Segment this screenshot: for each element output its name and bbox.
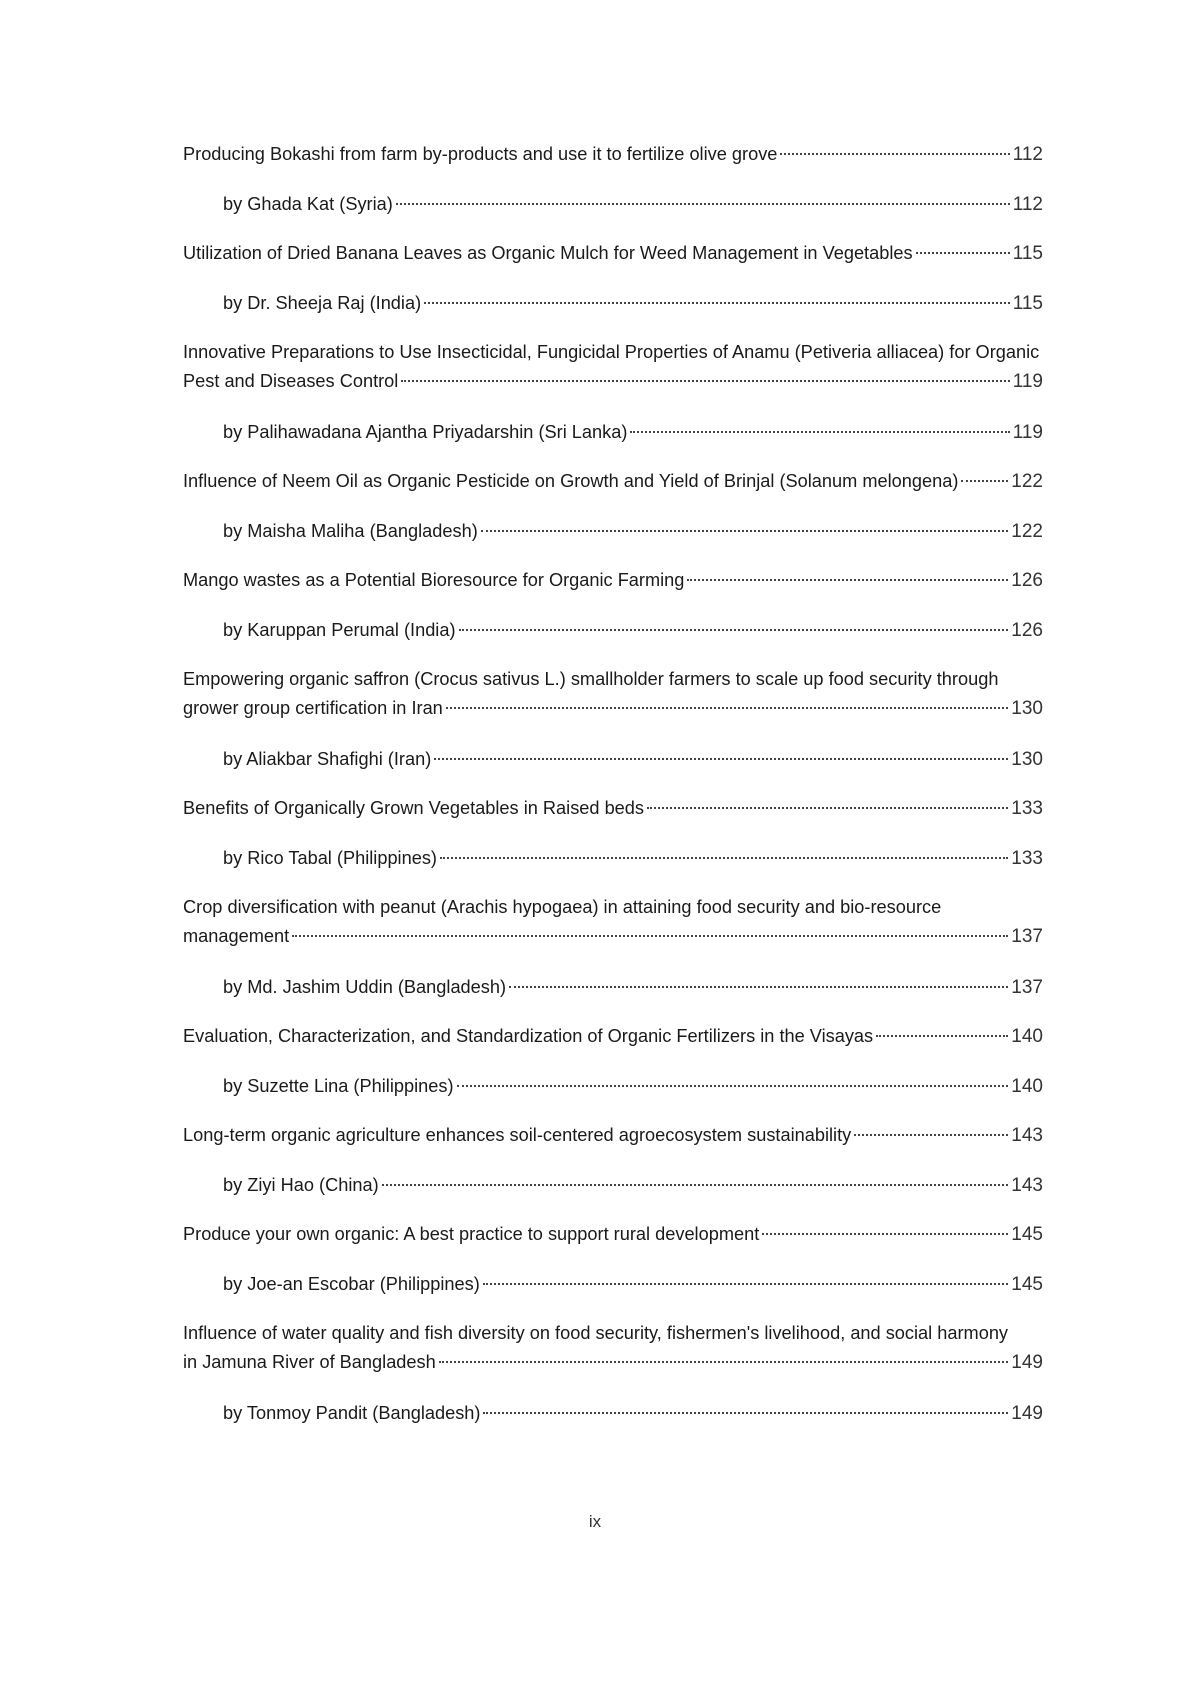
toc-entry-line bbox=[183, 239, 1043, 268]
toc-entry-line bbox=[183, 1220, 1043, 1249]
toc-entry-line bbox=[223, 1399, 1043, 1428]
toc-entry-line bbox=[183, 922, 1043, 951]
dot-leader bbox=[382, 1184, 1009, 1186]
dot-leader bbox=[780, 153, 1009, 155]
dot-leader bbox=[762, 1233, 1008, 1235]
toc-entry-line bbox=[183, 794, 1043, 823]
dot-leader bbox=[509, 986, 1008, 988]
toc-entry-author[interactable] bbox=[183, 1399, 1043, 1428]
toc-entry-author[interactable] bbox=[183, 190, 1043, 219]
toc-entry-text: by Tonmoy Pandit (Bangladesh) bbox=[223, 1403, 481, 1423]
toc-page-number: 126 bbox=[1011, 620, 1043, 641]
dot-leader bbox=[434, 758, 1008, 760]
toc-page-number: 112 bbox=[1012, 144, 1043, 165]
toc-entry-text: Produce your own organic: A best practice to support rural development bbox=[183, 1224, 760, 1244]
toc-entry-title[interactable] bbox=[183, 467, 1043, 496]
toc-entry-text: by Dr. Sheeja Raj (India) bbox=[223, 293, 422, 313]
toc-entry-author[interactable] bbox=[183, 1270, 1043, 1299]
toc-page-number: 137 bbox=[1011, 977, 1043, 998]
toc-entry-line bbox=[183, 694, 1043, 723]
toc-entry-title[interactable] bbox=[183, 794, 1043, 823]
toc-entry-text-line: Crop diversification with peanut (Arachis hypogaea) in attaining food security and bio-resource bbox=[183, 897, 942, 917]
toc-entry-line bbox=[223, 418, 1043, 447]
toc-entry-line bbox=[223, 1270, 1043, 1299]
toc-entry-text: management bbox=[183, 926, 290, 946]
dot-leader bbox=[481, 530, 1009, 532]
toc-entry-line bbox=[223, 745, 1043, 774]
toc-entry-line bbox=[183, 467, 1043, 496]
toc-page-number: 137 bbox=[1011, 926, 1043, 947]
toc-page-number: 133 bbox=[1011, 798, 1043, 819]
dot-leader bbox=[396, 203, 1010, 205]
toc-entry-text: by Maisha Maliha (Bangladesh) bbox=[223, 521, 478, 541]
toc-page-number: 122 bbox=[1011, 521, 1043, 542]
toc-entry-text-line: Empowering organic saffron (Crocus sativus L.) smallholder farmers to scale up food security through bbox=[183, 669, 999, 689]
toc-entry-text: Pest and Diseases Control bbox=[183, 371, 399, 391]
toc-entry-title[interactable] bbox=[183, 1022, 1043, 1051]
dot-leader bbox=[446, 707, 1008, 709]
toc-page-number: 149 bbox=[1011, 1352, 1043, 1373]
toc-entry-line bbox=[223, 616, 1043, 645]
dot-leader bbox=[916, 252, 1010, 254]
dot-leader bbox=[854, 1134, 1008, 1136]
toc-entry-text: by Rico Tabal (Philippines) bbox=[223, 848, 437, 868]
toc-page-number: 119 bbox=[1012, 422, 1043, 443]
toc-entry-author[interactable] bbox=[183, 517, 1043, 546]
toc-entry-text: Utilization of Dried Banana Leaves as Organic Mulch for Weed Management in Vegetables bbox=[183, 243, 913, 263]
toc-page-number: 140 bbox=[1011, 1076, 1043, 1097]
toc-entry-text: by Ziyi Hao (China) bbox=[223, 1175, 379, 1195]
toc-entry-text-line: Influence of water quality and fish diversity on food security, fishermen's livelihood, and social harmony bbox=[183, 1323, 1009, 1343]
toc-entry-line bbox=[223, 1171, 1043, 1200]
toc-entry-text: by Palihawadana Ajantha Priyadarshin (Sri Lanka) bbox=[223, 422, 628, 442]
toc-entry-line bbox=[183, 1022, 1043, 1051]
toc-entry-title[interactable] bbox=[183, 140, 1043, 169]
toc-entry-author[interactable] bbox=[183, 973, 1043, 1002]
dot-leader bbox=[440, 857, 1008, 859]
toc-page-number: 143 bbox=[1011, 1125, 1043, 1146]
toc-entry-line bbox=[183, 140, 1043, 169]
toc-entry-line bbox=[223, 289, 1043, 318]
toc-entry-author[interactable] bbox=[183, 1171, 1043, 1200]
toc-entry-author[interactable] bbox=[183, 616, 1043, 645]
toc-entry-text: by Joe-an Escobar (Philippines) bbox=[223, 1274, 480, 1294]
toc-entry-author[interactable] bbox=[183, 1072, 1043, 1101]
toc-entry-title[interactable] bbox=[183, 1220, 1043, 1249]
dot-leader bbox=[630, 431, 1009, 433]
toc-entry-line bbox=[223, 517, 1043, 546]
dot-leader bbox=[424, 302, 1010, 304]
toc-entry-text: by Aliakbar Shafighi (Iran) bbox=[223, 749, 432, 769]
toc-entry-line bbox=[183, 566, 1043, 595]
toc-page-number: 145 bbox=[1011, 1224, 1043, 1245]
dot-leader bbox=[459, 629, 1009, 631]
toc-entry-line bbox=[223, 1072, 1043, 1101]
dot-leader bbox=[457, 1085, 1009, 1087]
toc-entry-text: Influence of Neem Oil as Organic Pesticide on Growth and Yield of Brinjal (Solanum melongena) bbox=[183, 471, 959, 491]
toc-entry-title[interactable] bbox=[183, 239, 1043, 268]
toc-entry-title[interactable] bbox=[183, 338, 1043, 396]
dot-leader bbox=[647, 807, 1008, 809]
toc-page-number: 119 bbox=[1012, 371, 1043, 392]
dot-leader bbox=[292, 935, 1008, 937]
toc-entry-author[interactable] bbox=[183, 745, 1043, 774]
toc-entry-title[interactable] bbox=[183, 665, 1043, 723]
toc-page-number: 143 bbox=[1011, 1175, 1043, 1196]
toc-entry-author[interactable] bbox=[183, 289, 1043, 318]
toc-page-number: 115 bbox=[1012, 243, 1043, 264]
toc-entry-title[interactable] bbox=[183, 566, 1043, 595]
toc-entry-text: by Karuppan Perumal (India) bbox=[223, 620, 456, 640]
toc-entry-text-line: Innovative Preparations to Use Insecticidal, Fungicidal Properties of Anamu (Petiveria alliacea) for Organic bbox=[183, 342, 1040, 362]
toc-page-number: 130 bbox=[1011, 698, 1043, 719]
toc-page-number: 112 bbox=[1012, 194, 1043, 215]
toc-entry-author[interactable] bbox=[183, 418, 1043, 447]
page-number: ix bbox=[588, 1512, 602, 1531]
toc-entry-text: Producing Bokashi from farm by-products and use it to fertilize olive grove bbox=[183, 144, 778, 164]
toc-entry-title[interactable] bbox=[183, 1319, 1043, 1377]
toc-entry-author[interactable] bbox=[183, 844, 1043, 873]
toc-page-number: 133 bbox=[1011, 848, 1043, 869]
toc-entry-title[interactable] bbox=[183, 893, 1043, 951]
toc-entry-title[interactable] bbox=[183, 1121, 1043, 1150]
toc-entry-line bbox=[183, 1348, 1043, 1377]
toc-page-number: 140 bbox=[1011, 1026, 1043, 1047]
dot-leader bbox=[876, 1035, 1008, 1037]
toc-page-number: 145 bbox=[1011, 1274, 1043, 1295]
table-of-contents bbox=[183, 140, 1043, 1448]
toc-entry-line bbox=[223, 844, 1043, 873]
toc-entry-line bbox=[223, 190, 1043, 219]
dot-leader bbox=[483, 1283, 1009, 1285]
toc-entry-text: by Md. Jashim Uddin (Bangladesh) bbox=[223, 977, 507, 997]
toc-page-number: 115 bbox=[1012, 293, 1043, 314]
dot-leader bbox=[687, 579, 1008, 581]
toc-entry-line bbox=[183, 367, 1043, 396]
toc-entry-text: by Suzette Lina (Philippines) bbox=[223, 1076, 454, 1096]
dot-leader bbox=[401, 380, 1009, 382]
toc-entry-text: by Ghada Kat (Syria) bbox=[223, 194, 393, 214]
toc-entry-text: Long-term organic agriculture enhances soil-centered agroecosystem sustainability bbox=[183, 1125, 852, 1145]
toc-entry-text: in Jamuna River of Bangladesh bbox=[183, 1352, 436, 1372]
dot-leader bbox=[961, 480, 1008, 482]
toc-page-number: 122 bbox=[1011, 471, 1043, 492]
toc-entry-text: grower group certification in Iran bbox=[183, 698, 443, 718]
toc-entry-line bbox=[223, 973, 1043, 1002]
toc-page-number: 126 bbox=[1011, 570, 1043, 591]
toc-page-number: 130 bbox=[1011, 749, 1043, 770]
toc-entry-text: Benefits of Organically Grown Vegetables in Raised beds bbox=[183, 798, 645, 818]
toc-entry-text: Evaluation, Characterization, and Standardization of Organic Fertilizers in the Visayas bbox=[183, 1026, 874, 1046]
toc-page-number: 149 bbox=[1011, 1403, 1043, 1424]
toc-entry-text: Mango wastes as a Potential Bioresource for Organic Farming bbox=[183, 570, 685, 590]
dot-leader bbox=[439, 1361, 1009, 1363]
toc-entry-line bbox=[183, 1121, 1043, 1150]
dot-leader bbox=[483, 1412, 1008, 1414]
